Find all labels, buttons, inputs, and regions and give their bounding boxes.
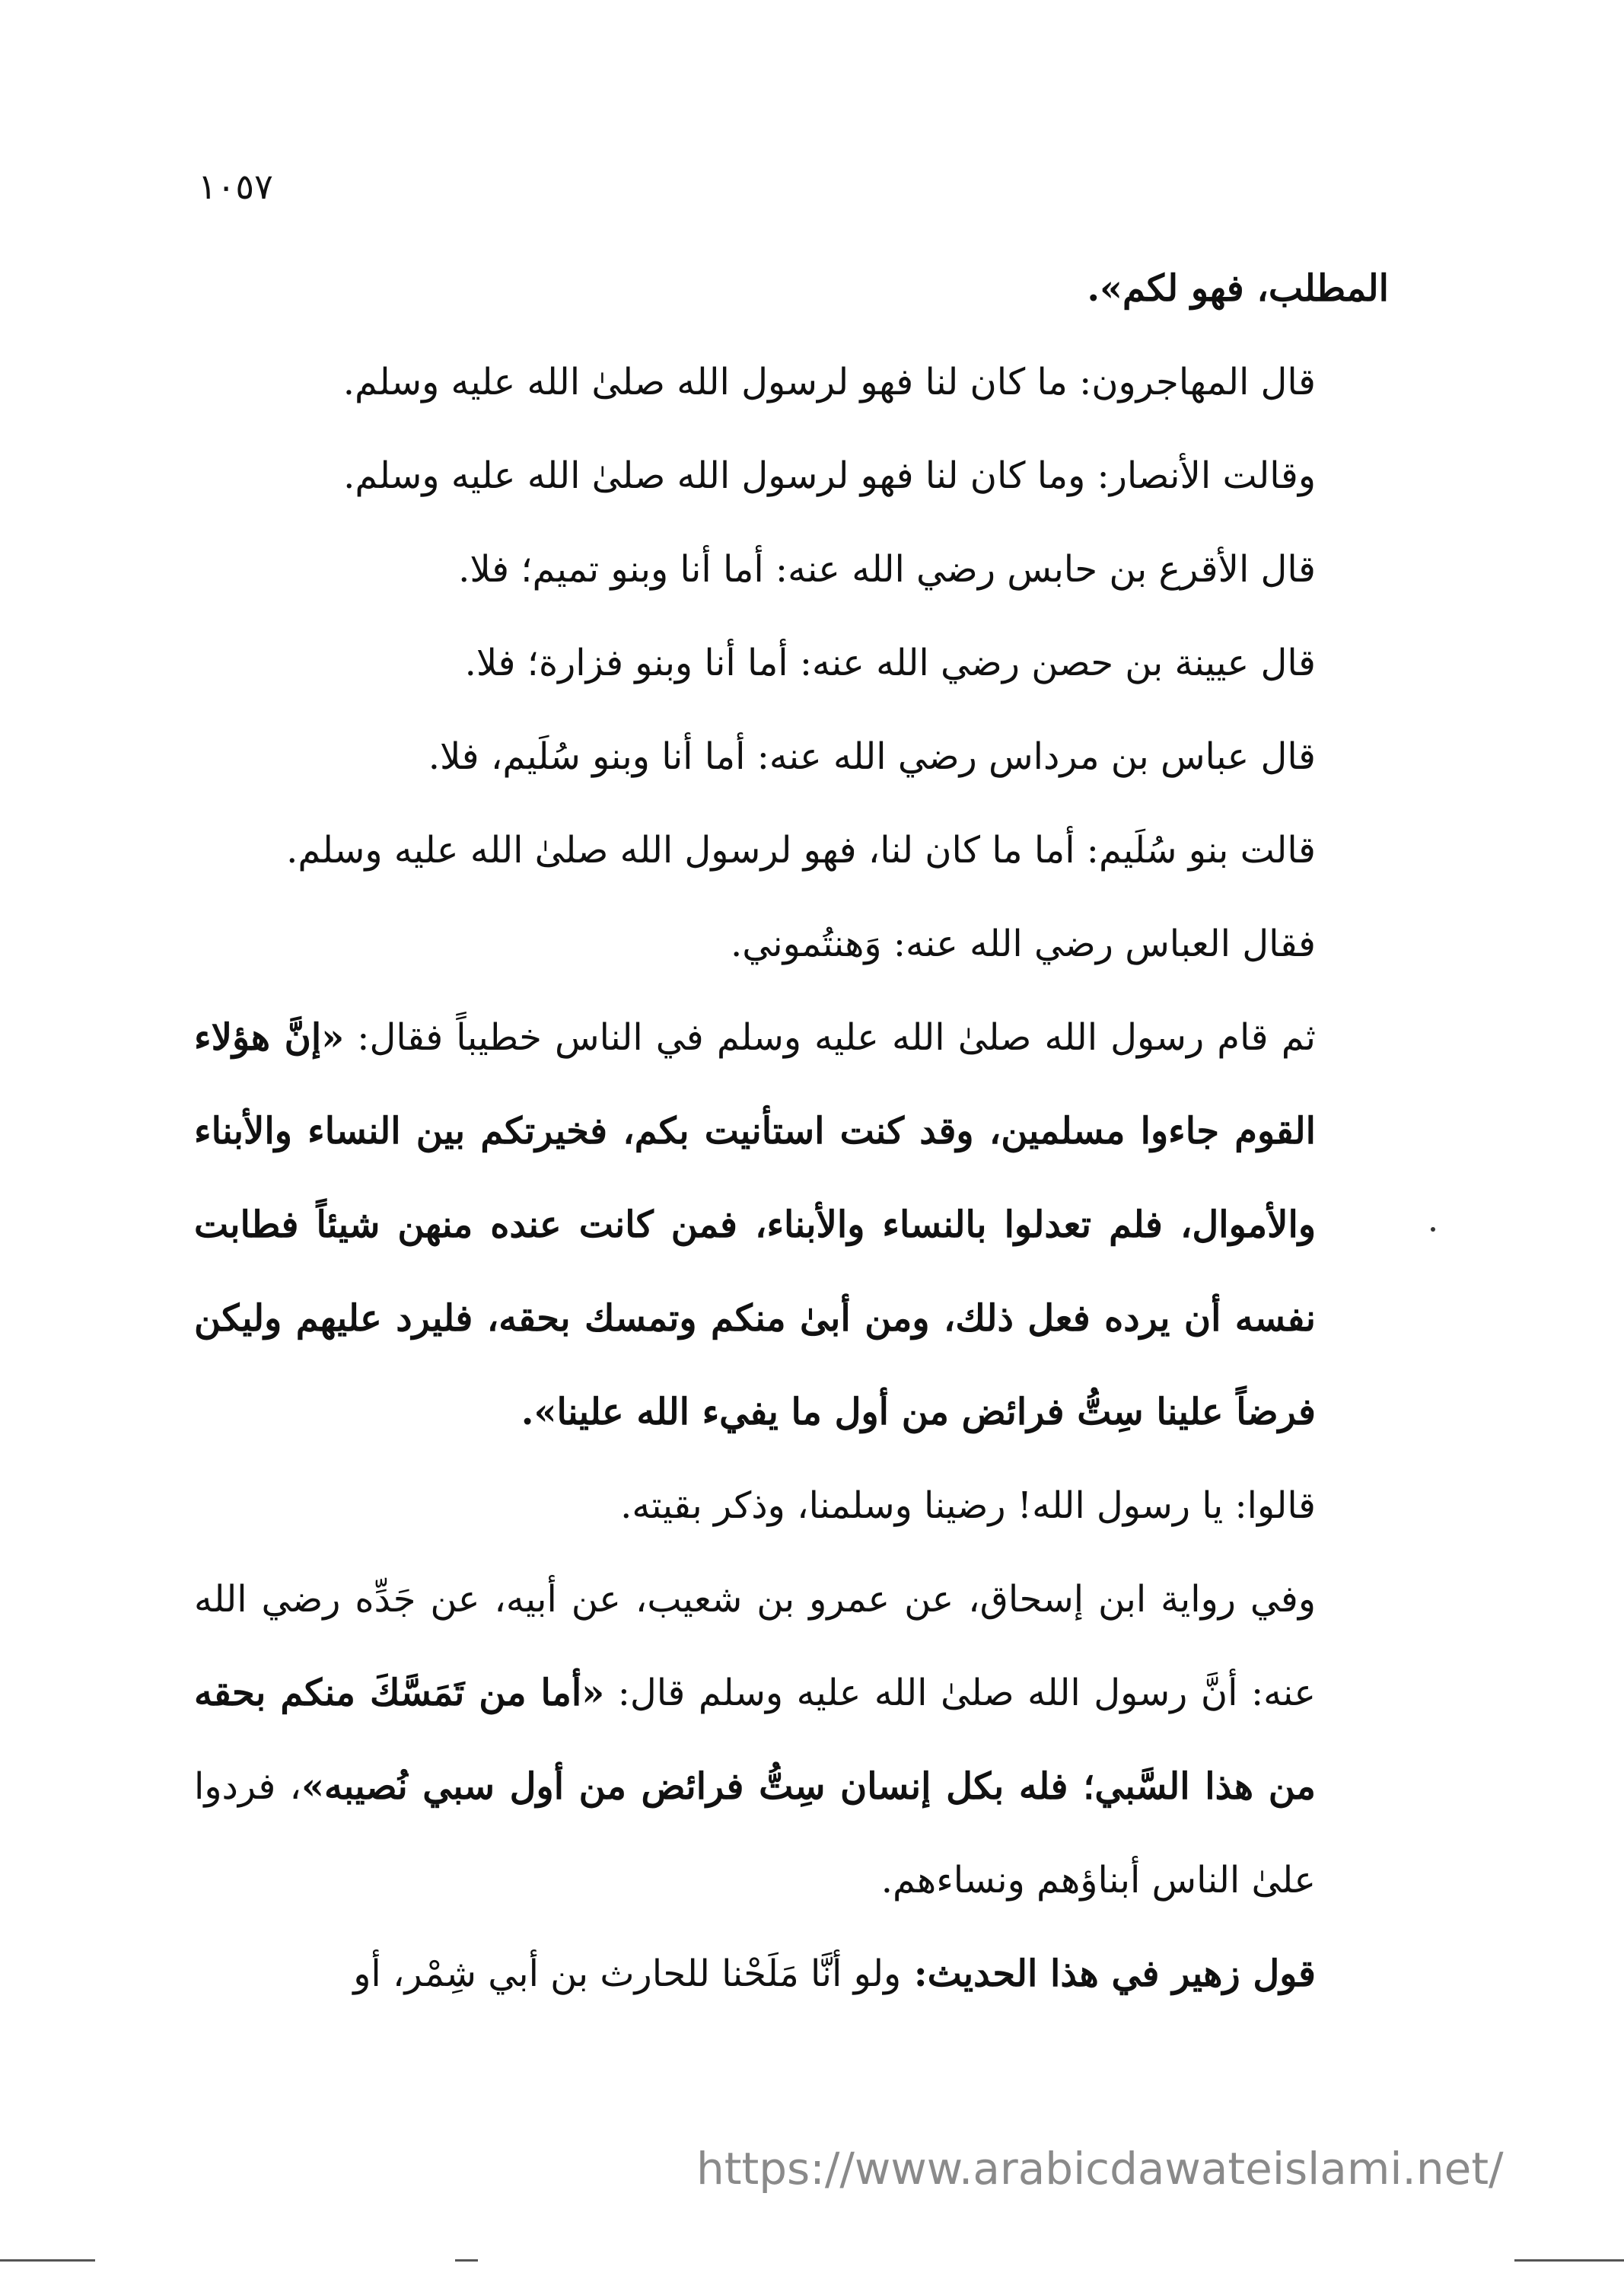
scan-edge-line-left bbox=[0, 2259, 95, 2262]
paragraph-6: قال عباس بن مرداس رضي الله عنه: أما أنا وبنو سُلَيم، فلا. bbox=[428, 735, 1316, 778]
paragraph-7: قالت بنو سُلَيم: أما ما كان لنا، فهو لرسول الله صلىٰ الله عليه وسلم. bbox=[286, 829, 1316, 872]
paragraph-10: قالوا: يا رسول الله! رضينا وسلمنا، وذكر بقيته. bbox=[620, 1484, 1316, 1527]
body-text bbox=[194, 242, 1389, 2021]
ibn-ishaq-tail: ، فردوا علىٰ الناس أبناؤهم ونساءهم. bbox=[194, 1765, 1316, 1901]
scan-edge-line-right bbox=[1514, 2259, 1624, 2262]
ibn-ishaq-quote: «أما من تَمَسَّكَ منكم بحقه من هذا السَّبي؛ فله بكل إنسان سِتُّ فرائض من أول سبي نُصيبه» bbox=[194, 1672, 1316, 1808]
sermon-quote: «إنَّ هؤلاء القوم جاءوا مسلمين، وقد كنت استأنيت بكم، فخيرتكم بين النساء والأبناء والأموال، فلم تعدلوا بالنساء والأبناء، فمن كانت عنده منهن شيئاً فطابت نفسه أن يرده فعل ذلك، ومن أبىٰ منكم وتمسك بحقه، فليرد عليهم وليكن فرضاً علينا سِتُّ فرائض من أول ما يفيء الله علينا». bbox=[194, 1016, 1316, 1433]
ibn-ishaq-lead: وفي رواية ابن إسحاق، عن عمرو بن شعيب، عن أبيه، عن جَدِّه رضي الله عنه: أنَّ رسول الله صلىٰ الله عليه وسلم قال: bbox=[194, 1578, 1317, 1714]
paragraph-3: وقالت الأنصار: وما كان لنا فهو لرسول الله صلىٰ الله عليه وسلم. bbox=[343, 454, 1316, 497]
paragraph-5: قال عيينة بن حصن رضي الله عنه: أما أنا وبنو فزارة؛ فلا. bbox=[464, 642, 1316, 684]
zuhair-lead: قول زهير في هذا الحديث: bbox=[901, 1952, 1316, 1995]
paragraph-1: المطلب، فهو لكم». bbox=[1087, 267, 1389, 310]
paragraph-9-sermon bbox=[194, 991, 1389, 1459]
paragraph-2: قال المهاجرون: ما كان لنا فهو لرسول الله صلىٰ الله عليه وسلم. bbox=[342, 361, 1316, 403]
scan-speck bbox=[1431, 1227, 1435, 1232]
paragraph-4: قال الأقرع بن حابس رضي الله عنه: أما أنا وبنو تميم؛ فلا. bbox=[458, 548, 1316, 591]
sermon-lead: ثم قام رسول الله صلىٰ الله عليه وسلم في الناس خطيباً فقال: bbox=[344, 1016, 1316, 1059]
paragraph-11-ibn-ishaq bbox=[194, 1553, 1389, 1927]
zuhair-rest: ولو أنَّا مَلَحْنا للحارث بن أبي شِمْر، أو bbox=[353, 1952, 902, 1995]
watermark-url: https://www.arabicdawateislami.net/ bbox=[696, 2143, 1504, 2195]
scan-edge-line-mid bbox=[455, 2259, 478, 2262]
paragraph-8: فقال العباس رضي الله عنه: وَهنتُموني. bbox=[730, 923, 1316, 965]
page-number: ١٠٥٧ bbox=[198, 166, 273, 207]
paragraph-12-zuhair bbox=[194, 1927, 1389, 2021]
